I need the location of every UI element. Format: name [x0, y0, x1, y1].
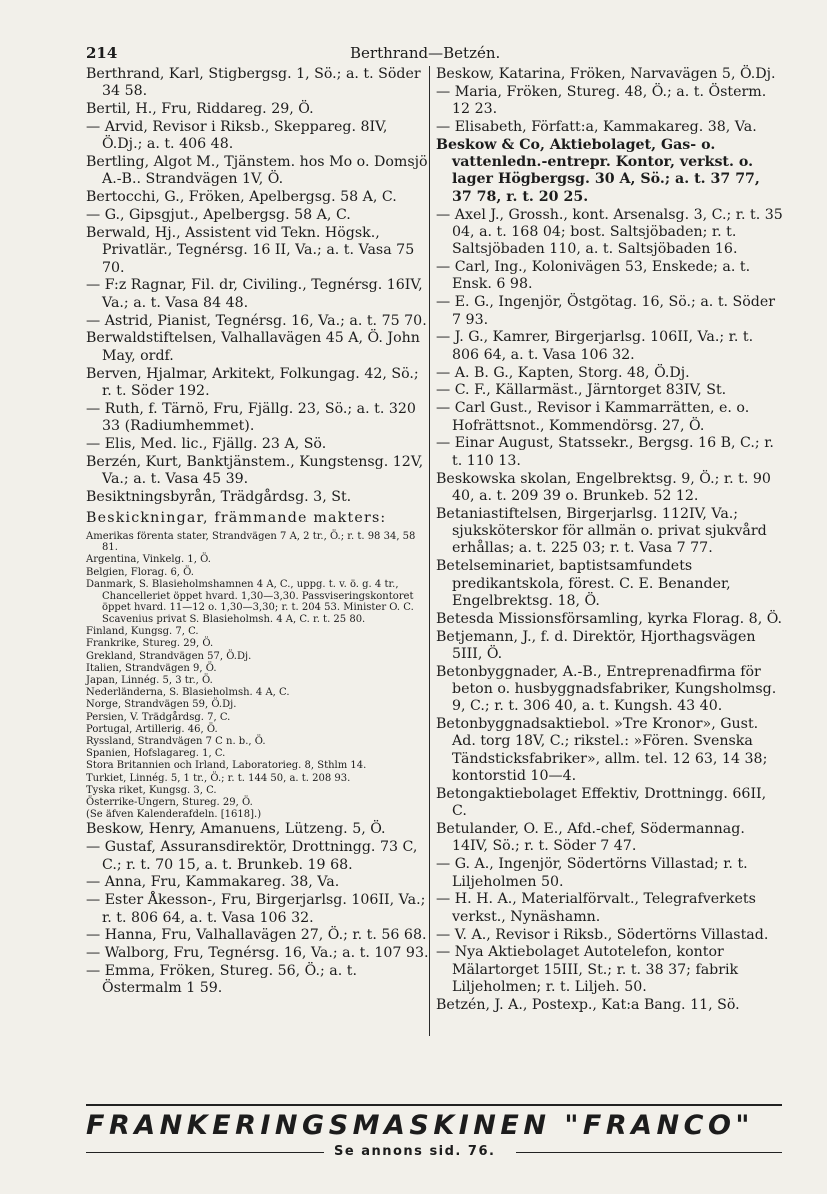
directory-entry: Turkiet, Linnég. 5, 1 tr., Ö.; r. t. 144 50, a. t. 208 93. — [86, 772, 351, 784]
running-head: Berthrand—Betzén. — [350, 44, 501, 62]
directory-entry: Beskow & Co, Aktiebolaget, Gas- o. vattenledn.-entrepr. Kontor, verkst. o. lager Högbergsg. 30 A, Sö.; a. t. 37 77, 37 78, r. t. 20 25. — [436, 136, 760, 205]
directory-entry: — Anna, Fru, Kammakareg. 38, Va. — [86, 874, 340, 891]
directory-entry: Tyska riket, Kungsg. 3, C. — [86, 784, 217, 796]
footer-divider — [86, 1104, 782, 1106]
advertisement-subtitle-row — [86, 1144, 782, 1160]
directory-entry: — Maria, Fröken, Stureg. 48, Ö.; a. t. Österm. 12 23. — [436, 83, 767, 118]
directory-entry: — Elisabeth, Författ:a, Kammakareg. 38, Va. — [436, 118, 757, 135]
directory-entry: Berven, Hjalmar, Arkitekt, Folkungag. 42, Sö.; r. t. Söder 192. — [86, 365, 419, 399]
left-column — [86, 66, 429, 998]
page-header — [86, 44, 781, 66]
directory-entry: Belgien, Florag. 6, Ö. — [86, 566, 194, 578]
directory-entry: Norge, Strandvägen 59, Ö.Dj. — [86, 699, 237, 711]
directory-columns — [86, 66, 784, 1066]
directory-entry: — Arvid, Revisor i Riksb., Skeppareg. 8IV, Ö.Dj.; a. t. 406 48. — [86, 118, 388, 153]
directory-entry: Japan, Linnég. 5, 3 tr., Ö. — [86, 674, 213, 686]
advertisement-footer — [86, 1104, 786, 1164]
directory-entry: — Einar August, Statssekr., Bergsg. 16 B, C.; r. t. 110 13. — [436, 435, 774, 469]
directory-entry: Italien, Strandvägen 9, Ö. — [86, 662, 217, 674]
directory-entry: — G., Gipsgjut., Apelbergsg. 58 A, C. — [86, 207, 351, 224]
directory-entry: — Carl Gust., Revisor i Kammarrätten, e. o. Hofrättsnot., Kommendörsg. 27, Ö. — [436, 400, 750, 434]
directory-entry: Beskow, Katarina, Fröken, Narvavägen 5, Ö.Dj. — [436, 66, 776, 82]
directory-entry: (Se äfven Kalenderafdeln. [1618].) — [86, 809, 262, 821]
directory-entry: Betzén, J. A., Postexp., Kat:a Bang. 11, Sö. — [436, 996, 740, 1013]
directory-entry: — F:z Ragnar, Fil. dr, Civiling., Tegnérsg. 16IV, Va.; a. t. Vasa 84 48. — [86, 277, 423, 311]
directory-entry: Berwaldstiftelsen, Valhallavägen 45 A, Ö. John May, ordf. — [86, 330, 420, 364]
directory-entry: — Emma, Fröken, Stureg. 56, Ö.; a. t. Östermalm 1 59. — [86, 963, 357, 997]
directory-entry: — E. G., Ingenjör, Östgötag. 16, Sö.; a. t. Söder 7 93. — [436, 294, 776, 328]
advertisement-subtitle: Se annons sid. 76. — [334, 1144, 496, 1159]
directory-entry: Betjemann, J., f. d. Direktör, Hjorthagsvägen 5III, Ö. — [436, 628, 756, 662]
directory-entry: Spanien, Hofslagareg. 1, C. — [86, 748, 226, 760]
directory-entry: — A. B. G., Kapten, Storg. 48, Ö.Dj. — [436, 364, 690, 381]
directory-entry: Berwald, Hj., Assistent vid Tekn. Högsk., Privatlär., Tegnérsg. 16 II, Va.; a. t. Vasa 75 70. — [86, 224, 415, 276]
directory-entry: Bertil, H., Fru, Riddareg. 29, Ö. — [86, 101, 314, 118]
directory-entry: Berzén, Kurt, Banktjänstem., Kungstensg. 12V, Va.; a. t. Vasa 45 39. — [86, 453, 424, 488]
directory-entry: — C. F., Källarmäst., Järntorget 83IV, St. — [436, 382, 727, 399]
directory-entry: Betonbyggnader, A.-B., Entreprenadfirma för beton o. husbyggnadsfabriker, Kungsholmsg. 9, C.; r. t. 306 40, a. t. Kungsh. 43 40. — [436, 663, 777, 715]
directory-entry: Beskickningar, främmande makters: — [86, 510, 387, 527]
directory-entry: — Ester Åkesson-, Fru, Birgerjarlsg. 106II, Va.; r. t. 806 64, a. t. Vasa 106 32. — [86, 892, 426, 926]
directory-entry: Betaniastiftelsen, Birgerjarlsg. 112IV, Va.; sjuksköterskor för allmän o. privat sjukvård erhållas; a. t. 225 03; r. t. Vasa 7 77. — [436, 505, 767, 557]
directory-entry: Frankrike, Stureg. 29, Ö. — [86, 638, 214, 650]
directory-entry: Besiktningsbyrån, Trädgårdsg. 3, St. — [86, 488, 352, 505]
directory-entry: Österrike-Ungern, Stureg. 29, Ö. — [86, 797, 253, 808]
directory-entry: — Walborg, Fru, Tegnérsg. 16, Va.; a. t. 107 93. — [86, 945, 429, 962]
directory-entry: Betesda Missionsförsamling, kyrka Florag. 8, Ö. — [436, 610, 783, 627]
directory-entry: — H. H. A., Materialförvalt., Telegrafverkets verkst., Nynäshamn. — [436, 891, 756, 925]
directory-entry: — Hanna, Fru, Valhallavägen 27, Ö.; r. t. 56 68. — [86, 927, 427, 944]
directory-entry: Nederländerna, S. Blasieholmsh. 4 A, C. — [86, 687, 290, 699]
directory-entry: Bertling, Algot M., Tjänstem. hos Mo o. Domsjö A.-B.. Strandvägen 1V, Ö. — [86, 154, 428, 188]
directory-entry: — Gustaf, Assuransdirektör, Drottningg. 73 C, C.; r. t. 70 15, a. t. Brunkeb. 19 68. — [86, 839, 418, 873]
directory-entry: Betongaktiebolaget Effektiv, Drottningg. 66II, C. — [436, 785, 767, 820]
directory-entry: Argentina, Vinkelg. 1, Ö. — [86, 554, 211, 566]
directory-entry: Ryssland, Strandvägen 7 C n. b., Ö. — [86, 735, 266, 747]
directory-entry: Amerikas förenta stater, Strandvägen 7 A, 2 tr., Ö.; r. t. 98 34, 58 81. — [86, 530, 416, 554]
directory-entry: Betulander, O. E., Afd.-chef, Södermannag. 14IV, Sö.; r. t. Söder 7 47. — [436, 821, 745, 855]
directory-entry: Betelseminariet, baptistsamfundets predikantskola, förest. C. E. Benander, Engelbrektsg. 18, Ö. — [436, 558, 731, 609]
directory-entry: Beskow, Henry, Amanuens, Lützeng. 5, Ö. — [86, 821, 386, 838]
directory-entry: Berthrand, Karl, Stigbergsg. 1, Sö.; a. t. Söder 34 58. — [86, 66, 421, 100]
directory-entry: Beskowska skolan, Engelbrektsg. 9, Ö.; r. t. 90 40, a. t. 209 39 o. Brunkeb. 52 12. — [436, 470, 771, 504]
directory-entry: Stora Britannien och Irland, Laboratorieg. 8, Sthlm 14. — [86, 760, 367, 772]
directory-entry: — Astrid, Pianist, Tegnérsg. 16, Va.; a. t. 75 70. — [86, 312, 427, 329]
page-number: 214 — [86, 44, 118, 62]
directory-entry: — J. G., Kamrer, Birgerjarlsg. 106II, Va.; r. t. 806 64, a. t. Vasa 106 32. — [436, 329, 754, 363]
directory-entry: Persien, V. Trädgårdsg. 7, C. — [86, 711, 231, 723]
directory-entry: — Elis, Med. lic., Fjällg. 23 A, Sö. — [86, 435, 327, 452]
directory-entry: Betonbyggnadsaktiebol. »Tre Kronor», Gust. Ad. torg 18V, C.; rikstel.: »Fören. Svenska Tändsticksfabriker», allm. tel. 12 63, 14 38; kontorstid 10—4. — [436, 716, 768, 785]
directory-entry: — V. A., Revisor i Riksb., Södertörns Villastad. — [436, 926, 769, 943]
directory-entry: Danmark, S. Blasieholmshamnen 4 A, C., uppg. t. v. ö. g. 4 tr., Chancelleriet öppet hvard. 1,30—3,30. Passviseringskontoret öppet hvard. 11—12 o. 1,30—3,30; r. t. 204 53. Minister O. C. Scavenius privat S. Blasieholmsh. 4 A, C. r. t. 25 80. — [86, 578, 414, 625]
directory-entry: Finland, Kungsg. 7, C. — [86, 626, 199, 638]
directory-entry: — Ruth, f. Tärnö, Fru, Fjällg. 23, Sö.; a. t. 320 33 (Radiumhemmet). — [86, 400, 416, 435]
decorative-rule-left — [86, 1152, 324, 1153]
directory-entry: — Nya Aktiebolaget Autotelefon, kontor Mälartorget 15III, St.; r. t. 38 37; fabrik Liljeholmen; r. t. Liljeh. 50. — [436, 944, 739, 996]
directory-entry: Grekland, Strandvägen 57, Ö.Dj. — [86, 650, 252, 662]
directory-entry: — Axel J., Grossh., kont. Arsenalsg. 3, C.; r. t. 35 04, a. t. 168 04; bost. Saltsjöbaden; r. t. Saltsjöbaden 110, a. t. Saltsjöbaden 16. — [436, 206, 783, 258]
right-column — [429, 66, 784, 1036]
directory-entry: — Carl, Ing., Kolonivägen 53, Enskede; a. t. Ensk. 6 98. — [436, 259, 751, 293]
advertisement-title: FRANKERINGSMASKINEN "FRANCO" — [86, 1110, 754, 1141]
directory-entry: Bertocchi, G., Fröken, Apelbergsg. 58 A, C. — [86, 189, 397, 206]
directory-entry: Portugal, Artillerig. 46, Ö. — [86, 723, 218, 735]
directory-entry: — G. A., Ingenjör, Södertörns Villastad; r. t. Liljeholmen 50. — [436, 856, 748, 890]
decorative-rule-right — [516, 1152, 782, 1153]
